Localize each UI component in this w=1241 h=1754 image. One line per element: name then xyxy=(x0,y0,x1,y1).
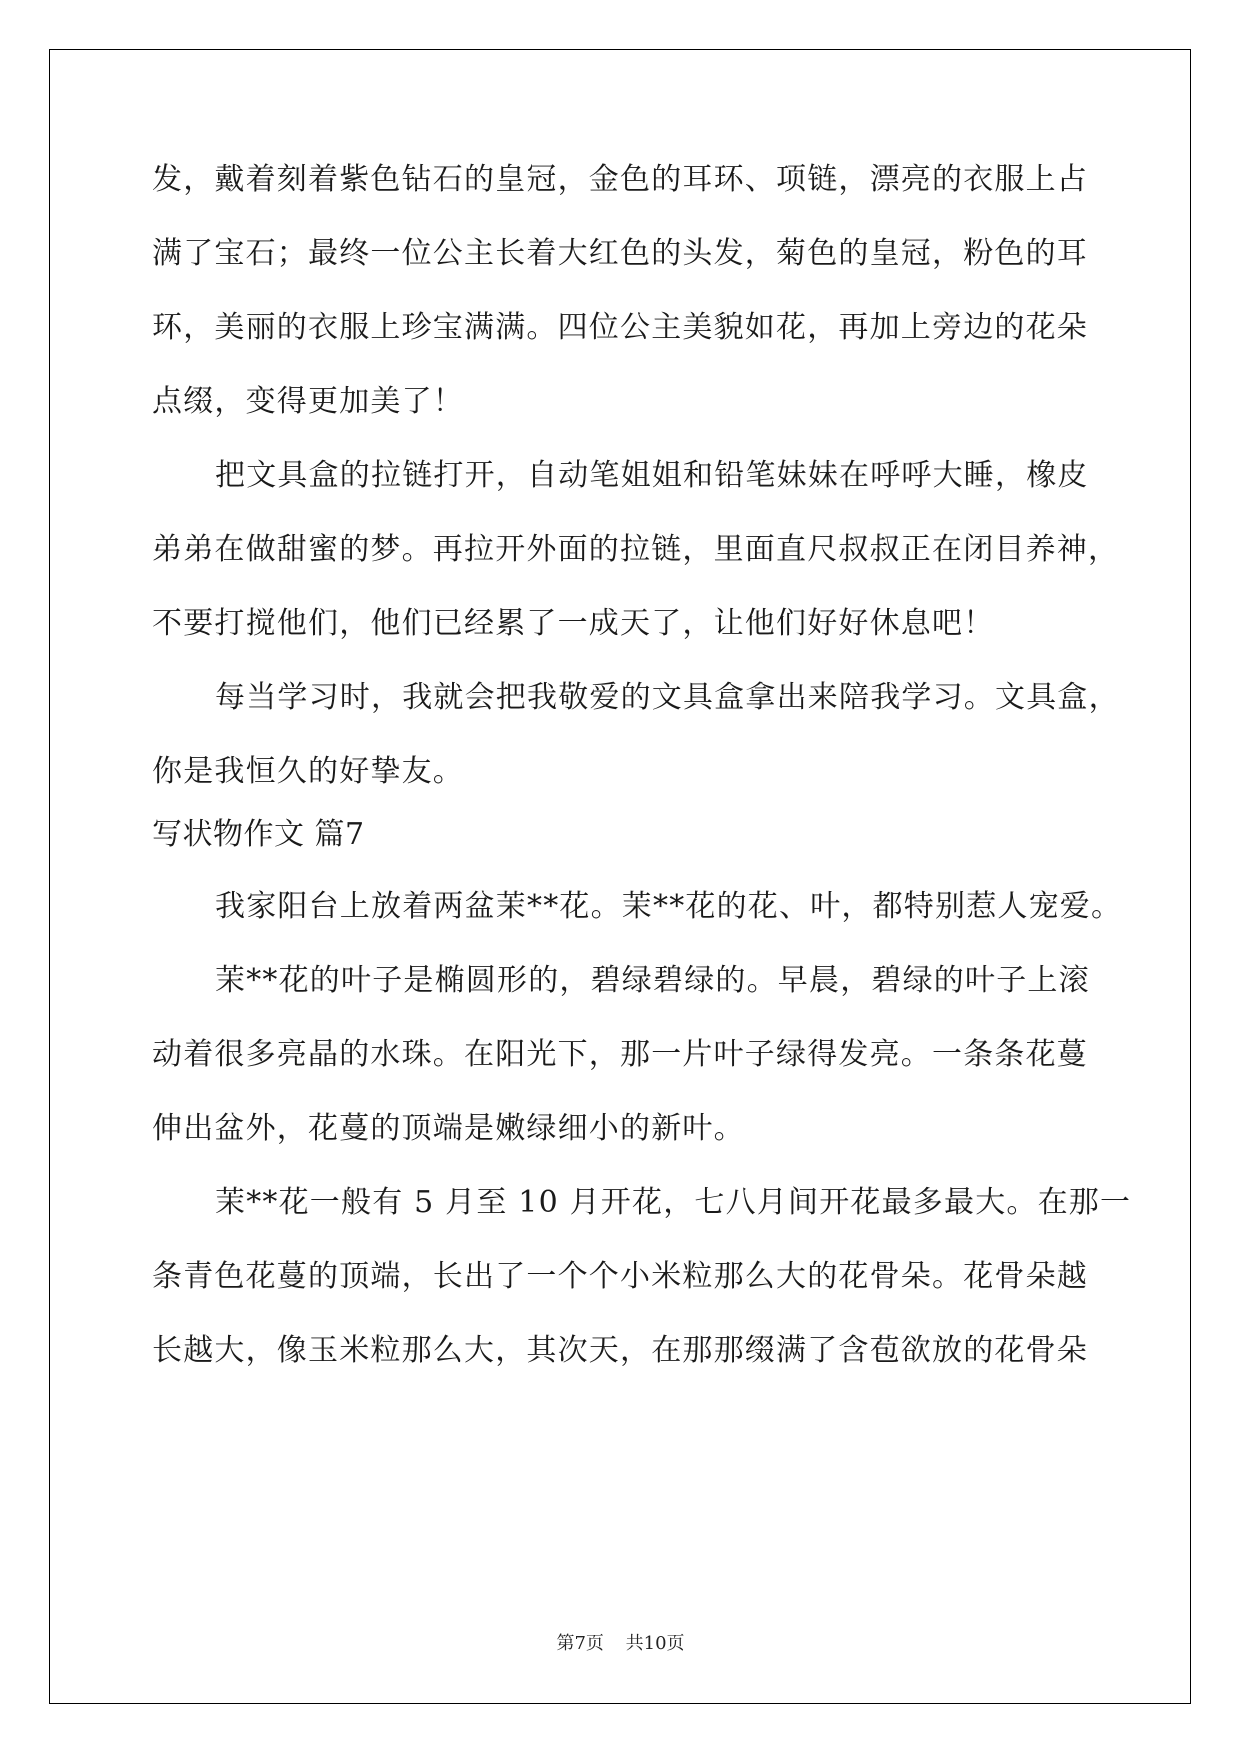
paragraph-start: 把文具盒的拉链打开，自动笔姐姐和铅笔妹妹在呼呼大睡，橡皮 xyxy=(215,458,1089,493)
text-line: 满了宝石；最终一位公主长着大红色的头发，菊色的皇冠，粉色的耳 xyxy=(152,236,1088,271)
page-border xyxy=(49,49,1191,1704)
text-line: 条青色花蔓的顶端，长出了一个个小米粒那么大的花骨朵。花骨朵越 xyxy=(152,1259,1088,1294)
paragraph-start: 我家阳台上放着两盆茉**花。茉**花的花、叶，都特别惹人宠爱。 xyxy=(215,889,1123,924)
text-line: 不要打搅他们，他们已经累了一成天了，让他们好好休息吧！ xyxy=(152,606,995,641)
paragraph-start: 每当学习时，我就会把我敬爱的文具盒拿出来陪我学习。文具盒， xyxy=(215,680,1120,715)
text-line: 长越大，像玉米粒那么大，其次天，在那那缀满了含苞欲放的花骨朵 xyxy=(152,1333,1088,1368)
paragraph-start: 茉**花的叶子是椭圆形的，碧绿碧绿的。早晨，碧绿的叶子上滚 xyxy=(215,963,1090,998)
text-line: 环，美丽的衣服上珍宝满满。四位公主美貌如花，再加上旁边的花朵 xyxy=(152,310,1088,345)
text-line: 发，戴着刻着紫色钻石的皇冠，金色的耳环、项链，漂亮的衣服上占 xyxy=(152,162,1088,197)
page-number: 第7页 xyxy=(556,1633,604,1654)
section-heading: 写状物作文 篇7 xyxy=(152,817,365,852)
text-line: 点缀，变得更加美了！ xyxy=(152,384,464,419)
page-total: 共10页 xyxy=(625,1633,685,1654)
text-line: 你是我恒久的好挚友。 xyxy=(152,754,464,789)
page-footer xyxy=(0,1632,1241,1656)
text-line: 弟弟在做甜蜜的梦。再拉开外面的拉链，里面直尺叔叔正在闭目养神， xyxy=(152,532,1120,567)
text-line: 动着很多亮晶的水珠。在阳光下，那一片叶子绿得发亮。一条条花蔓 xyxy=(152,1037,1088,1072)
paragraph-start: 茉**花一般有 5 月至 10 月开花，七八月间开花最多最大。在那一 xyxy=(215,1185,1132,1220)
text-line: 伸出盆外，花蔓的顶端是嫩绿细小的新叶。 xyxy=(152,1111,745,1146)
